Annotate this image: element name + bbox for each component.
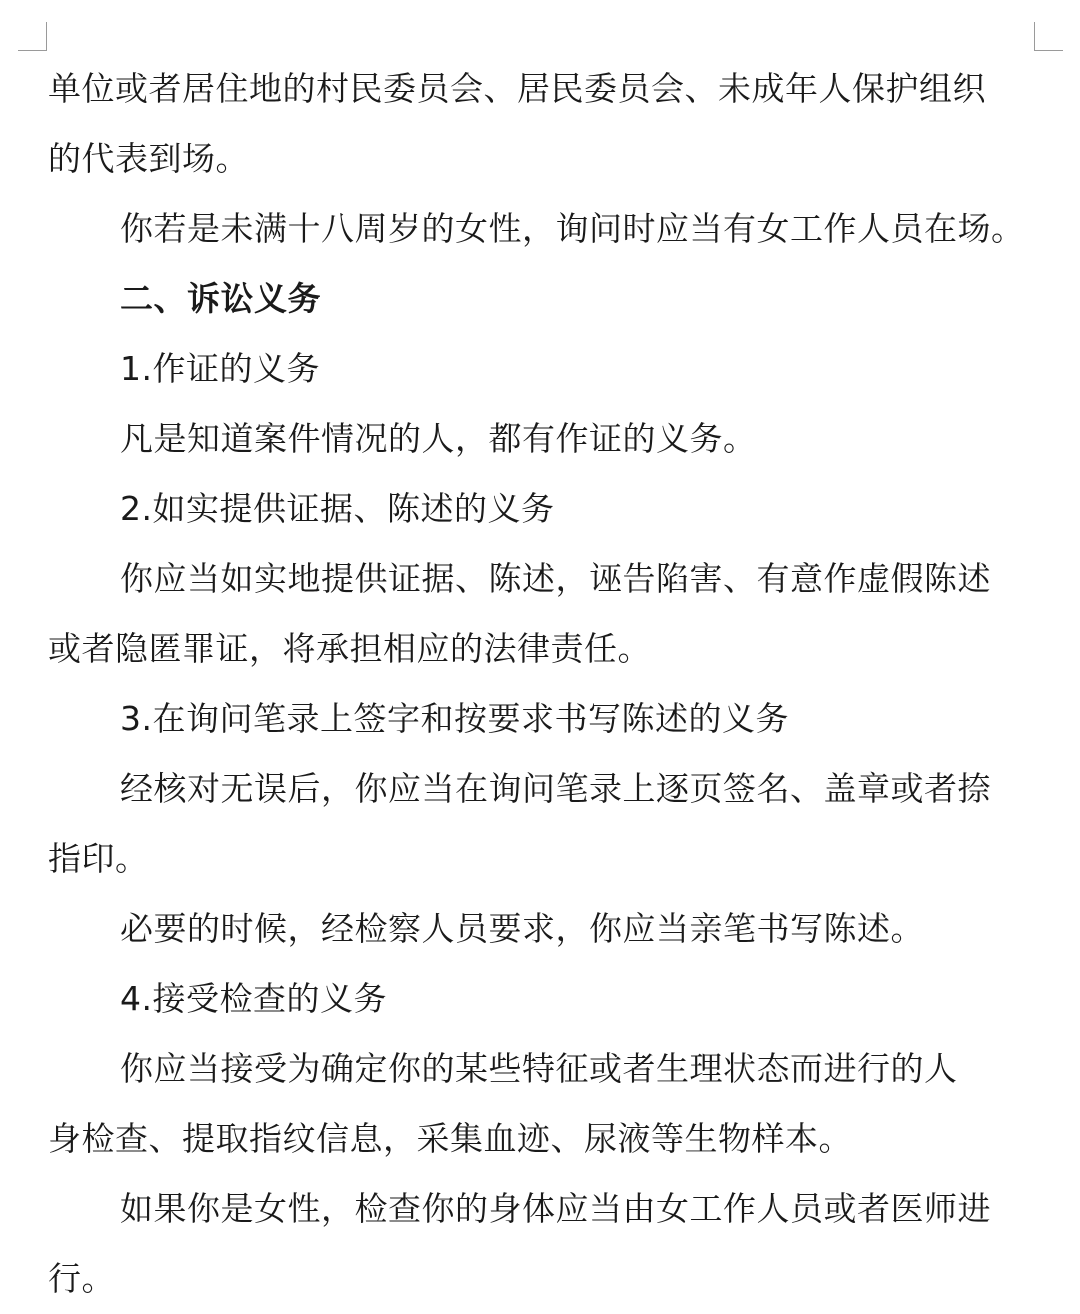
- subsection-title: 1.作证的义务: [120, 349, 320, 388]
- paragraph-line: 你应当接受为确定你的某些特征或者生理状态而进行的人: [120, 1049, 958, 1088]
- paragraph-line: 你若是未满十八周岁的女性，询问时应当有女工作人员在场。: [120, 209, 1025, 248]
- paragraph-line: 或者隐匿罪证，将承担相应的法律责任。: [48, 629, 651, 668]
- subsection-title: 3.在询问笔录上签字和按要求书写陈述的义务: [120, 699, 789, 738]
- paragraph-line: 经核对无误后，你应当在询问笔录上逐页签名、盖章或者捺: [120, 769, 991, 808]
- subsection-title: 2.如实提供证据、陈述的义务: [120, 489, 555, 528]
- paragraph-line: 行。: [48, 1259, 115, 1298]
- paragraph-line: 指印。: [48, 839, 149, 878]
- paragraph-line: 如果你是女性，检查你的身体应当由女工作人员或者医师进: [120, 1189, 991, 1228]
- crop-mark-top-left: [18, 22, 47, 51]
- paragraph-line: 的代表到场。: [48, 139, 249, 178]
- paragraph-line: 身检查、提取指纹信息，采集血迹、尿液等生物样本。: [48, 1119, 852, 1158]
- section-heading: 二、诉讼义务: [120, 279, 321, 318]
- paragraph-line: 你应当如实地提供证据、陈述，诬告陷害、有意作虚假陈述: [120, 559, 991, 598]
- paragraph-line: 必要的时候，经检察人员要求，你应当亲笔书写陈述。: [120, 909, 924, 948]
- subsection-title: 4.接受检查的义务: [120, 979, 387, 1018]
- paragraph-line: 单位或者居住地的村民委员会、居民委员会、未成年人保护组织: [48, 69, 986, 108]
- paragraph-line: 凡是知道案件情况的人，都有作证的义务。: [120, 419, 757, 458]
- crop-mark-top-right: [1034, 22, 1063, 51]
